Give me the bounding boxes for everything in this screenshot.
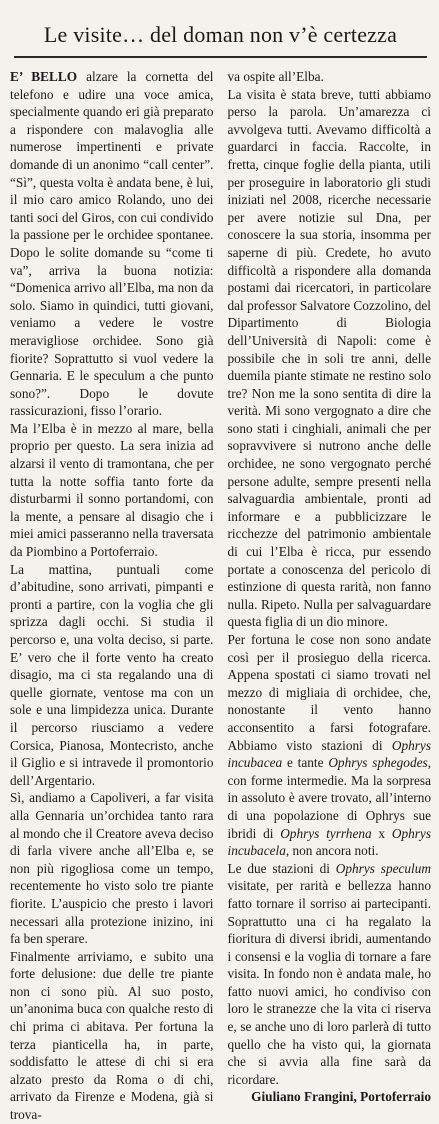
text-span: x bbox=[371, 825, 392, 841]
text-span: visitate, per rarità e bellezza hanno fatto tornare il sorriso ai partecipanti. Soprattutto una ci ha regalato la fioritura di diversi ibridi, aumentando i consensi e la voglia di tornare a fare visita. In fondo non è andata male, ho fatto nuovi amici, ho condiviso con loro le stranezze che la vita ci riserva e, se anche uno di loro parlerà di tutto quello che ha visto qui, la giornata che si avvia alla fine sarà da ricordare. bbox=[227, 878, 431, 1087]
species-name: Ophrys incubacela bbox=[227, 825, 431, 859]
paragraph: La visita è stata breve, tutti abbiamo perso la parola. Un’amarezza ci avvolgeva tutti. Avevamo difficoltà a guardarci in faccia. Raccolte, in fretta, cinque foglie della pianta, utili per proseguire in laboratorio gli studi iniziati nel 2008, ricerche necessarie per avere notizie sul Dna, per conoscere la sua storia, insomma per saperne di più. Credete, ho avuto difficoltà a rispondere alla domanda postami dai ricercatori, in particolare dal professor Salvatore Cozzolino, del Dipartimento di Biologia dell’Università di Napoli: come è possibile che in soli tre anni, delle duemila piante stimate ne restino solo tre? Non me la sono sentita di dire la verità. Mi sono vergognato a dire che sono stati i cinghiali, animali che per sopravvivere si nutrono anche delle orchidee, ne sono vergognato perché persone adulte, sempre presenti nella salvaguardia ambientale, pronti ad informare e a pubblicizzare le ricchezze del patrimonio ambientale di cui l’Elba è ricca, pur essendo portate a conoscenza del pericolo di estinzione di questa rarità, non fanno nulla. Ripeto. Nulla per salvaguardare questa figlia di un dio minore. bbox=[227, 86, 431, 630]
article-title: Le visite… del doman non v’è certezza bbox=[43, 22, 398, 47]
text-span: Le due stazioni di bbox=[227, 860, 336, 876]
species-name: Ophrys speculum bbox=[335, 860, 431, 876]
species-name: Ophrys sphegodes bbox=[328, 755, 428, 771]
right-column bbox=[220, 68, 432, 1124]
species-name: Ophrys tyrrhena bbox=[280, 825, 372, 841]
paragraph bbox=[10, 68, 214, 420]
paragraph-text: alzare la cornetta del telefono e udire una voce amica, specialmente quando eri già preparato a rispondere con malavoglia alle numerose impertinenti e private domande di un anonimo “call center”. “Sì”, questa volta è andata bene, è lui, il mio caro amico Rolando, uno dei tanti soci del Giros, con cui condivido la passione per le orchidee spontanee. Dopo le solite domande su “come ti va”, arriva la buona notizia: “Domenica arrivo all’Elba, ma non da solo. Siamo in quindici, tutti giovani, veniamo a vedere le vostre meravigliose orchidee. Sono già fiorite? Soprattutto si vuol vedere la Gennaria. E le speculum a che punto sono?”. Dopo le dovute rassicurazioni, fisso l’orario. bbox=[10, 69, 214, 419]
left-column bbox=[10, 68, 220, 1124]
article-body bbox=[10, 68, 431, 1124]
text-span: Per fortuna le cose non sono andate così per il prosieguo della ricerca. Appena spostati ci siamo trovati nel mezzo di migliaia di orchidee, che, nonostante il vento hanno acconsentito a farsi fotografare. Abbiamo visto stazioni di bbox=[227, 632, 431, 753]
text-span: , con forme intermedie. Ma la sorpresa in assoluto è avere trovato, all’interno di una popolazione di Ophrys sue ibridi di bbox=[227, 755, 432, 841]
paragraph bbox=[228, 860, 432, 1089]
title-divider bbox=[14, 56, 427, 58]
paragraph: va ospite all’Elba. bbox=[227, 69, 324, 84]
paragraph bbox=[228, 631, 432, 860]
paragraph: Finalmente arriviamo, e subito una forte delusione: due delle tre piante non ci sono più. Al suo posto, un’anonima buca con qualche resto di chi prima ci abitava. Per fortuna la terza pianticella ha, in parte, soddisfatto le attese di chi si era alzato presto da Roma o di chi, arrivato da Firenze e Modena, già si trova- bbox=[10, 948, 214, 1123]
text-span: e tante bbox=[282, 755, 329, 771]
paragraph: La mattina, puntuali come d’abitudine, sono arrivati, pimpanti e pronti a partire, con la voglia che gli sprizza dagli occhi. Si studia il percorso e, una volta deciso, si parte. E’ vero che il forte vento ha creato disagio, ma ci sta regalando una di quelle giornate, ventose ma con un sole e una limpidezza unica. Durante il percorso riusciamo a vedere Corsica, Pianosa, Montecristo, anche il Giglio e si intravede il promontorio dell’Argentario. bbox=[10, 561, 214, 788]
text-span: , non ancora noti. bbox=[285, 843, 379, 859]
author-signature: Giuliano Frangini, Portoferraio bbox=[251, 1089, 431, 1105]
lead-in: E’ BELLO bbox=[10, 69, 78, 84]
paragraph: Ma l’Elba è in mezzo al mare, bella proprio per questo. La sera inizia ad alzarsi il vento di tramontana, che per tutta la notte soffia tanto forte da disturbarmi il sonno portandomi, con la mente, a pensare al disagio che i miei amici passeranno nella traversata da Piombino a Portoferraio. bbox=[10, 420, 214, 560]
paragraph: Sì, andiamo a Capoliveri, a far visita alla Gennaria un’orchidea tanto rara al mondo che il Creatore aveva deciso di farla vivere anche all’Elba e, se non più rigogliosa come un tempo, recentemente ho visto solo tre piante fiorite. L’auspicio che presto i lavori necessari alla protezione inizino, ini fa ben sperare. bbox=[10, 790, 214, 947]
species-name: Ophrys incubacea bbox=[227, 737, 431, 771]
